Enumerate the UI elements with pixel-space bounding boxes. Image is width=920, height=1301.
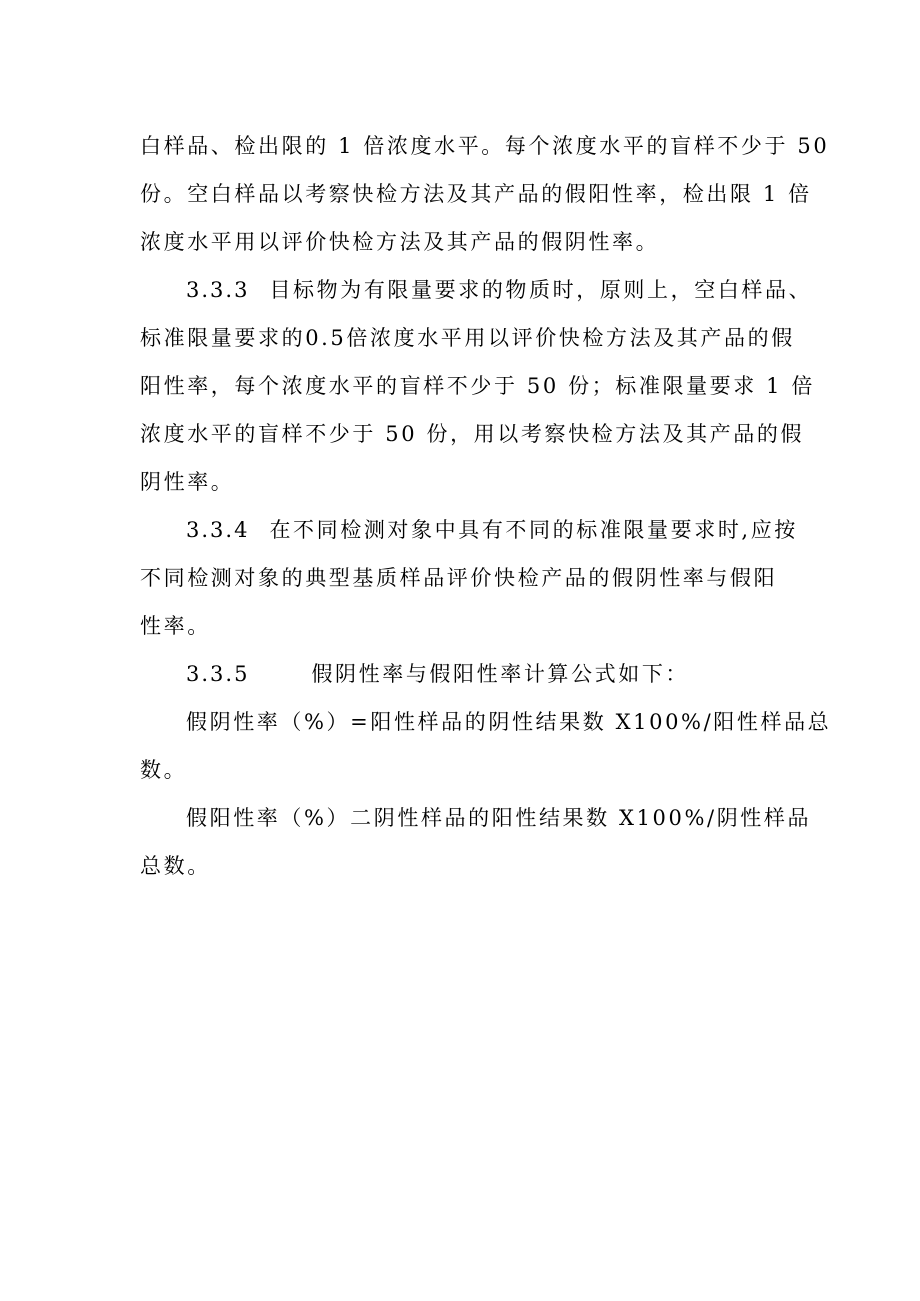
- section-333-number: 3.3.3: [186, 278, 250, 302]
- section-335-line1: [140, 650, 785, 698]
- formula2-line1: 假阳性率（%）二阴性样品的阳性结果数 X100%/阴性样品: [186, 806, 812, 830]
- section-334-number: 3.3.4: [186, 518, 250, 542]
- section-334-line2: 不同检测对象的典型基质样品评价快检产品的假阴性率与假阳: [140, 566, 778, 590]
- section-333-line1: [140, 266, 813, 314]
- section-335-text: 假阴性率与假阳性率计算公式如下：: [311, 662, 690, 686]
- section-333-text: 目标物为有限量要求的物质时，原则上，空白样品、: [269, 278, 813, 302]
- section-334-text: 在不同检测对象中具有不同的标准限量要求时,应按: [269, 518, 798, 542]
- formula1-line1: 假阴性率（%）=阳性样品的阴性结果数 X100%/阳性样品总: [186, 710, 832, 734]
- section-333-line2: 标准限量要求的0.5倍浓度水平用以评价快检方法及其产品的假: [140, 326, 795, 350]
- document-page: [140, 122, 832, 890]
- section-333-line5: 阴性率。: [140, 470, 235, 494]
- formula1-line2: 数。: [140, 758, 188, 782]
- section-333-line4: 浓度水平的盲样不少于 50 份，用以考察快检方法及其产品的假: [140, 422, 805, 446]
- para1-line3: 浓度水平用以评价快检方法及其产品的假阴性率。: [140, 230, 660, 254]
- formula2-line2: 总数。: [140, 854, 211, 878]
- section-335-number: 3.3.5: [186, 662, 250, 686]
- section-334-line3: 性率。: [140, 614, 211, 638]
- para1-line2: 份。空白样品以考察快检方法及其产品的假阳性率，检出限 1 倍: [140, 182, 812, 206]
- section-334-line1: [140, 506, 798, 554]
- section-333-line3: 阳性率，每个浓度水平的盲样不少于 50 份；标准限量要求 1 倍: [140, 374, 815, 398]
- para1-line1: 白样品、检出限的 1 倍浓度水平。每个浓度水平的盲样不少于 50: [140, 134, 830, 158]
